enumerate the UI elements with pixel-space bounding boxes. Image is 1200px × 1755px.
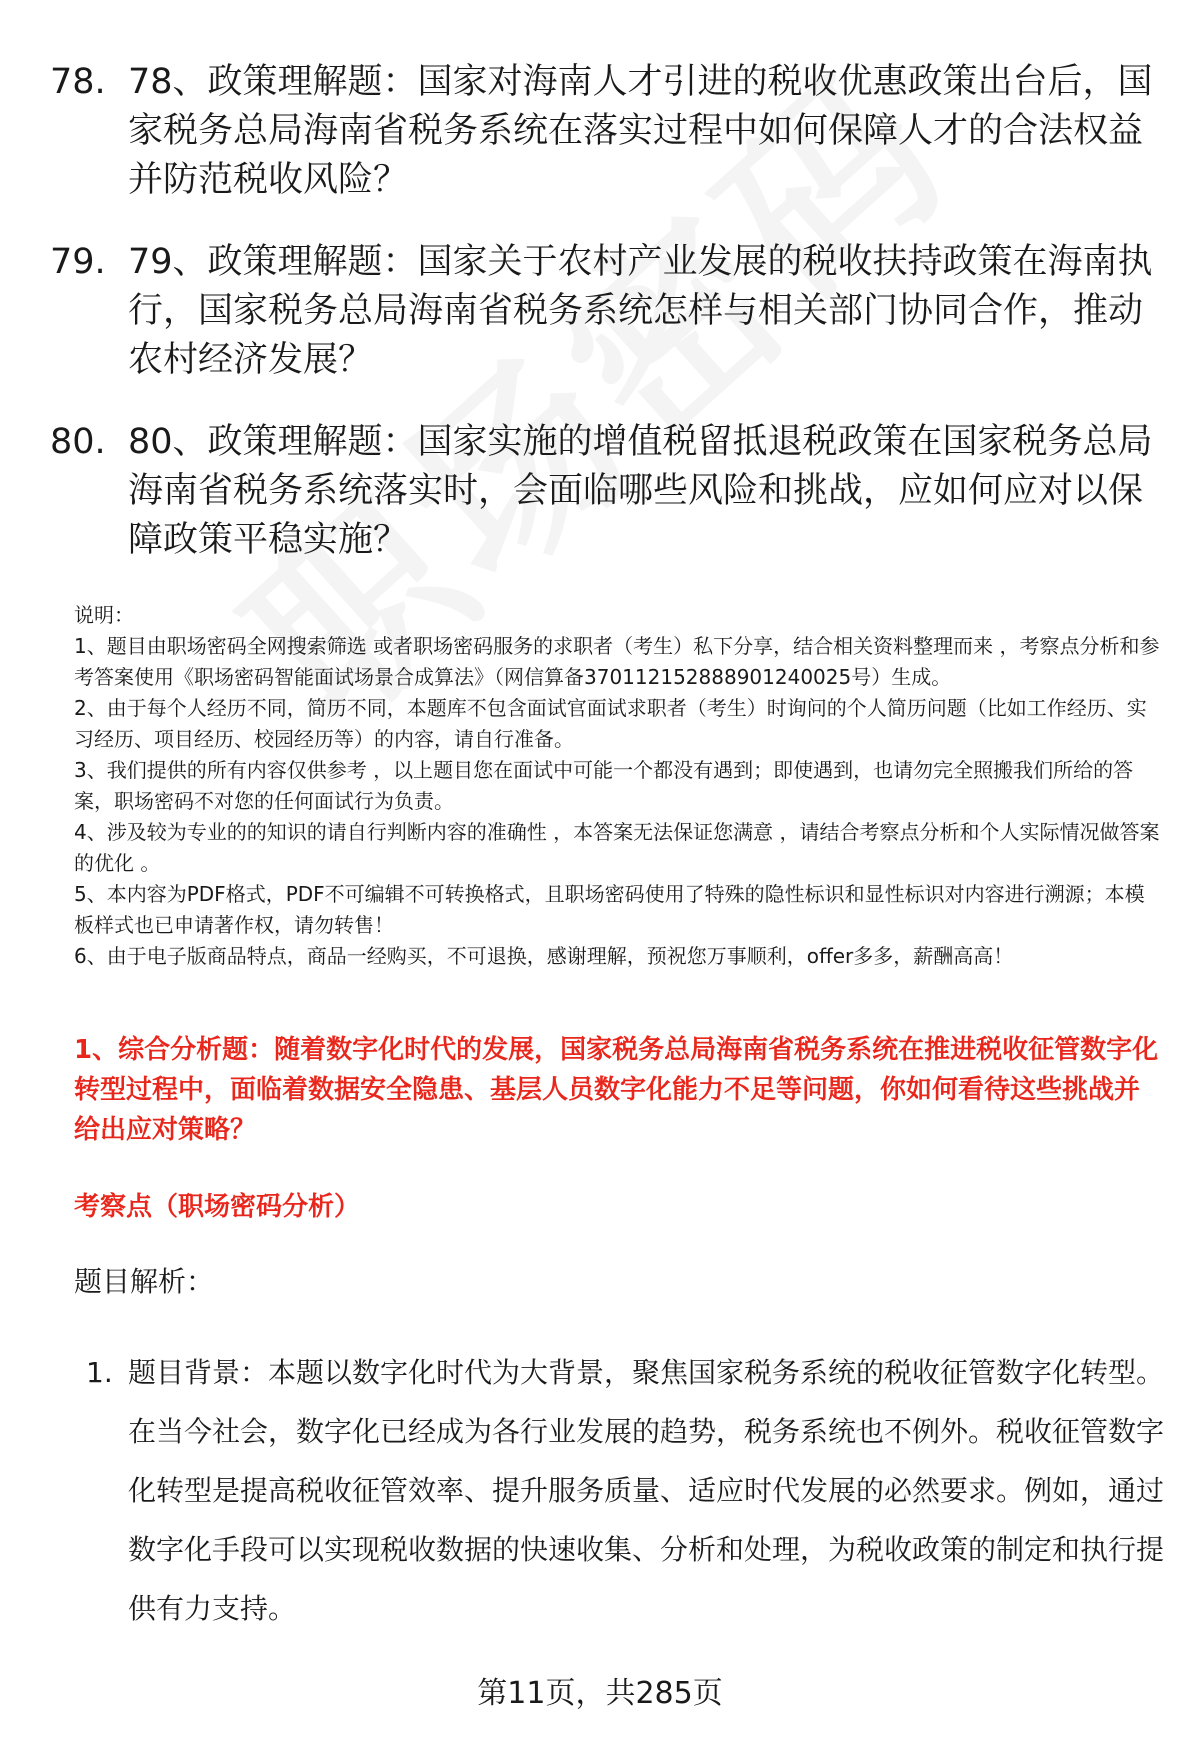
main-question-title: 1、综合分析题：随着数字化时代的发展，国家税务总局海南省税务系统在推进税收征管数字化转型过程中，面临着数据安全隐患、基层人员数字化能力不足等问题，你如何看待这些挑战并给出应对策略？ — [74, 1035, 1159, 1145]
note-item: 4、涉及较为专业的的知识的请自行判断内容的准确性 ，本答案无法保证您满意 ，请结合考察点分析和个人实际情况做答案的优化 。 — [74, 820, 1160, 875]
note-item: 6、由于电子版商品特点，商品一经购买，不可退换，感谢理解，预祝您万事顺利，offer多多，薪酬高高！ — [74, 944, 1014, 968]
notes-heading: 说明： — [74, 603, 134, 627]
note-item: 2、由于每个人经历不同，简历不同，本题库不包含面试官面试求职者（考生）时询问的个人简历问题（比如工作经历、实习经历、项目经历、校园经历等）的内容，请自行准备。 — [74, 696, 1147, 751]
question-number: 80. — [50, 422, 106, 462]
note-item: 5、本内容为PDF格式，PDF不可编辑不可转换格式，且职场密码使用了特殊的隐性标识和显性标识对内容进行溯源；本模板样式也已申请著作权，请勿转售！ — [74, 882, 1145, 937]
question-text: 78、政策理解题：国家对海南人才引进的税收优惠政策出台后，国家税务总局海南省税务系统在落实过程中如何保障人才的合法权益并防范税收风险？ — [128, 62, 1153, 200]
question-item — [50, 238, 1160, 385]
question-item — [50, 58, 1160, 205]
question-list — [50, 58, 1160, 598]
analysis-item — [86, 1343, 1166, 1638]
question-number: 79. — [50, 242, 106, 282]
question-text: 79、政策理解题：国家关于农村产业发展的税收扶持政策在海南执行，国家税务总局海南省税务系统怎样与相关部门协同合作，推动农村经济发展？ — [128, 242, 1153, 380]
analysis-label: 题目解析： — [74, 1265, 215, 1298]
question-item — [50, 418, 1160, 565]
analysis-text: 题目背景：本题以数字化时代为大背景，聚焦国家税务系统的税收征管数字化转型。在当今社会，数字化已经成为各行业发展的趋势，税务系统也不例外。税收征管数字化转型是提高税收征管效率、提升服务质量、适应时代发展的必然要求。例如，通过数字化手段可以实现税收数据的快速收集、分析和处理，为税收政策的制定和执行提供有力支持。 — [128, 1356, 1165, 1625]
note-item: 3、我们提供的所有内容仅供参考 ，以上题目您在面试中可能一个都没有遇到；即使遇到，也请勿完全照搬我们所给的答案，职场密码不对您的任何面试行为负责。 — [74, 758, 1134, 813]
question-text: 80、政策理解题：国家实施的增值税留抵退税政策在国家税务总局海南省税务系统落实时，会面临哪些风险和挑战，应如何应对以保障政策平稳实施？ — [128, 422, 1153, 560]
question-number: 78. — [50, 62, 106, 102]
notes-section — [74, 600, 1164, 972]
page-footer: 第11页，共285页 — [477, 1676, 723, 1711]
analysis-number: 1. — [86, 1356, 113, 1389]
note-item: 1、题目由职场密码全网搜索筛选 或者职场密码服务的求职者（考生）私下分享，结合相关资料整理而来 ，考察点分析和参考答案使用《职场密码智能面试场景合成算法》（网信算备370112152888901240025号）生成。 — [74, 634, 1160, 689]
exam-point-heading: 考察点（职场密码分析） — [74, 1192, 361, 1222]
